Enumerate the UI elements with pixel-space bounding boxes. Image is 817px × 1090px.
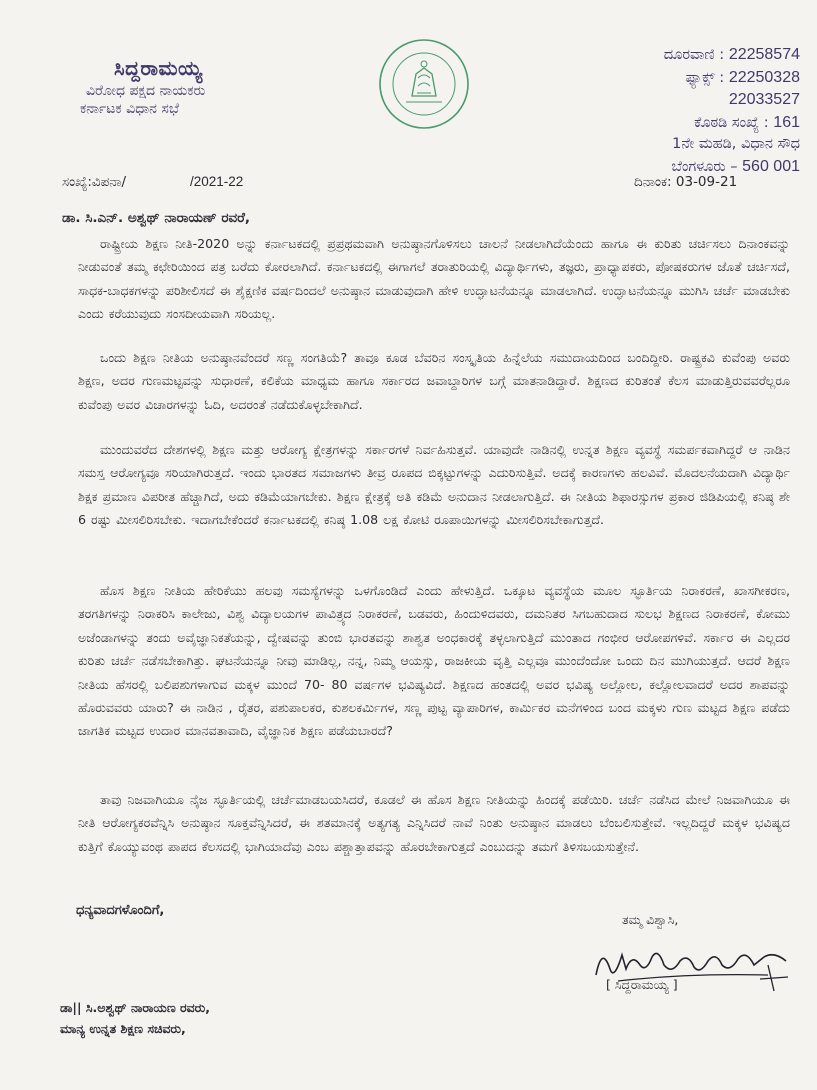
- body-paragraph-3: [78, 438, 790, 532]
- pincode: 560 001: [742, 157, 800, 175]
- floor-row: 1ನೇ ಮಹಡಿ, ವಿಧಾನ ಸೌಧ: [672, 136, 800, 152]
- addressee-designation: ಮಾನ್ಯ ಉನ್ನತ ಶಿಕ್ಷಣ ಸಚಿವರು,: [60, 1021, 186, 1036]
- paragraph-text: ರಾಷ್ಟ್ರೀಯ ಶಿಕ್ಷಣ ನೀತಿ-2020 ಅನ್ನು ಕರ್ನಾಟಕದಲ್ಲಿ ಪ್ರಪ್ರಥಮವಾಗಿ ಅನುಷ್ಠಾನಗೊಳಿಸಲು ಚಾಲನೆ ನೀಡಲಾಗಿದೆಯೆಂದು ಹಾಗೂ ಈ ಕುರಿತು ಚರ್ಚಿಸಲು ದಿನಾಂಕವನ್ನು ನೀಡುವಂತೆ ತಮ್ಮ ಕಛೇರಿಯಿಂದ ಪತ್ರ ಬರೆದು ಕೋರಲಾಗಿದೆ. ಕರ್ನಾಟಕದಲ್ಲಿ ಈಗಾಗಲೆ ತರಾತುರಿಯಲ್ಲಿ ವಿದ್ಯಾರ್ಥಿಗಳು, ತಜ್ಞರು, ಪ್ರಾಧ್ಯಾಪಕರು, ಪೋಷಕರುಗಳ ಜೊತೆ ಚರ್ಚಿಸದೆ, ಸಾಧಕ-ಬಾಧಕಗಳನ್ನು ಪರಿಶೀಲಿಸದೆ ಈ ಶೈಕ್ಷಣಿಕ ವರ್ಷದಿಂದಲೆ ಅನುಷ್ಠಾನ ಮಾಡುವುದಾಗಿ ಹೇಳಿ ಉದ್ಘಾಟನೆಯನ್ನೂ ಮಾಡಲಾಗಿದೆ. ಉದ್ಘಾಟನೆಯನ್ನೂ ಮುಗಿಸಿ ಚರ್ಚೆ ಮಾಡಬೇಕು ಎಂದು ಕರೆಯುವುದು ಸಂಸದೀಯವಾಗಿ ಸರಿಯಲ್ಲ.: [78, 236, 790, 322]
- letterhead-title: ವಿರೋಧ ಪಕ್ಷದ ನಾಯಕರು: [86, 83, 206, 99]
- phone-row: [600, 44, 800, 67]
- reference-number: ಸಂಖ್ಯೆ:ವಿಪನಾ/: [62, 174, 127, 190]
- paragraph-text: ಮುಂದುವರೆದ ದೇಶಗಳಲ್ಲಿ ಶಿಕ್ಷಣ ಮತ್ತು ಆರೋಗ್ಯ ಕ್ಷೇತ್ರಗಳನ್ನು ಸರ್ಕಾರಗಳೆ ನಿರ್ವಹಿಸುತ್ತವೆ. ಯಾವುದೇ ನಾಡಿನಲ್ಲಿ ಉನ್ನತ ಶಿಕ್ಷಣ ವ್ಯವಸ್ಥೆ ಸಮರ್ಪಕವಾಗಿದ್ದರೆ ಆ ನಾಡಿನ ಸಮಸ್ತ ಆರೋಗ್ಯವೂ ಸರಿಯಾಗಿರುತ್ತದೆ. ಇಂದು ಭಾರತದ ಸಮಾಜಗಳು ತೀವ್ರ ರೂಪದ ಬಿಕ್ಕಟ್ಟುಗಳನ್ನು ಎದುರಿಸುತ್ತಿವೆ. ಅದಕ್ಕೆ ಕಾರಣಗಳು ಹಲವಿವೆ. ಮೊದಲನೆಯದಾಗಿ ವಿದ್ಯಾರ್ಥಿ ಶಿಕ್ಷಕ ಪ್ರಮಾಣ ವಿಪರೀತ ಹೆಚ್ಚಾಗಿದೆ, ಅದು ಕಡಿಮೆಯಾಗಬೇಕು. ಶಿಕ್ಷಣ ಕ್ಷೇತ್ರಕ್ಕೆ ಅತಿ ಕಡಿಮೆ ಅನುದಾನ ನೀಡಲಾಗುತ್ತಿದೆ. ಈ ನೀತಿಯ ಶಿಫಾರಸ್ಸುಗಳ ಪ್ರಕಾರ ಜಿಡಿಪಿಯಲ್ಲಿ ಕನಿಷ್ಠ ಶೇ 6 ರಷ್ಟು ಮೀಸಲಿರಿಸಬೇಕು. ಇದಾಗಬೇಕೆಂದರೆ ಕರ್ನಾಟಕದಲ್ಲಿ ಕನಿಷ್ಠ 1.08 ಲಕ್ಷ ಕೋಟಿ ರೂಪಾಯಿಗಳನ್ನು ಮೀಸಲಿರಿಸಬೇಕಾಗುತ್ತದೆ.: [78, 442, 790, 528]
- signatory-name: [ ಸಿದ್ದರಾಮಯ್ಯ ]: [606, 977, 678, 992]
- city-label: ಬೆಂಗಳೂರು –: [671, 158, 738, 175]
- body-paragraph-1: [78, 232, 790, 326]
- addressee-name: ಡಾ|| ಸಿ.ಅಶ್ವಥ್ ನಾರಾಯಣ ರವರು,: [60, 1000, 211, 1015]
- phone2-row: [600, 89, 800, 112]
- phone-number: 22258574: [728, 46, 800, 63]
- phone-label: ದೂರವಾಣಿ :: [663, 47, 725, 63]
- letter-date: ದಿನಾಂಕ: 03-09-21: [634, 174, 738, 190]
- letterhead-contact: [600, 44, 800, 178]
- letterhead-left: [70, 56, 300, 117]
- government-emblem-icon: [378, 38, 470, 130]
- paragraph-text: ಒಂದು ಶಿಕ್ಷಣ ನೀತಿಯ ಅನುಷ್ಠಾನವೆಂದರೆ ಸಣ್ಣ ಸಂಗತಿಯೆ? ತಾವೂ ಕೂಡ ಬೆವರಿನ ಸಂಸ್ಕೃತಿಯ ಹಿನ್ನೆಲೆಯ ಸಮುದಾಯದಿಂದ ಬಂದಿದ್ದೀರಿ. ರಾಷ್ಟ್ರಕವಿ ಕುವೆಂಪು ಅವರು ಶಿಕ್ಷಣ, ಅದರ ಗುಣಮಟ್ಟವನ್ನು ಸುಧಾರಣೆ, ಕಲಿಕೆಯ ಮಾಧ್ಯಮ ಹಾಗೂ ಸರ್ಕಾರದ ಜವಾಬ್ದಾರಿಗಳ ಬಗ್ಗೆ ಮಾತನಾಡಿದ್ದಾರೆ. ಶಿಕ್ಷಣದ ಕುರಿತಂತೆ ಕೆಲಸ ಮಾಡುತ್ತಿರುವವರೆಲ್ಲರೂ ಕುವೆಂಪು ಅವರ ವಿಚಾರಗಳನ್ನು ಓದಿ, ಅದರಂತೆ ನಡೆದುಕೊಳ್ಳಬೇಕಾಗಿದೆ.: [78, 350, 790, 412]
- closing-line: ಧನ್ಯವಾದಗಳೊಂದಿಗೆ,: [76, 903, 165, 918]
- yours-sincerely: ತಮ್ಮ ವಿಶ್ವಾಸಿ,: [622, 912, 679, 927]
- room-row: [600, 112, 800, 135]
- fax-label: ಫ್ಯಾಕ್ಸ್ :: [685, 69, 725, 86]
- body-paragraph-2: [78, 346, 790, 416]
- paragraph-text: ಹೊಸ ಶಿಕ್ಷಣ ನೀತಿಯ ಹೇರಿಕೆಯು ಹಲವು ಸಮಸ್ಯೆಗಳನ್ನು ಒಳಗೊಂಡಿದೆ ಎಂದು ಹೇಳುತ್ತಿದೆ. ಒಕ್ಕೂಟ ವ್ಯವಸ್ಥೆಯ ಮೂಲ ಸ್ಫೂರ್ತಿಯ ನಿರಾಕರಣೆ, ಖಾಸಗೀಕರಣ, ತರಗತಿಗಳನ್ನು ನಿರಾಕರಿಸಿ ಕಾಲೇಜು, ವಿಶ್ವ ವಿದ್ಯಾಲಯಗಳ ಪಾವಿತ್ರ್ಯದ ನಿರಾಕರಣೆ, ಬಡವರು, ಹಿಂದುಳಿದವರು, ದಮನಿತರ ಸಿಗಬಹುದಾದ ಸುಲಭ ಶಿಕ್ಷಣದ ನಿರಾಕರಣೆ, ಕೋಮು ಅಜೆಂಡಾಗಳನ್ನು ತಂದು ಅವೈಜ್ಞಾನಿಕತೆಯನ್ನು, ದ್ವೇಷವನ್ನು ತುಂಬಿ ಭಾರತವನ್ನು ಶಾಶ್ವತ ಅಂಧಕಾರಕ್ಕೆ ತಳ್ಳಲಾಗುತ್ತಿದೆ ಮುಂತಾದ ಗಂಭೀರ ಆರೋಪಗಳಿವೆ. ಸರ್ಕಾರ ಈ ಎಲ್ಲದರ ಕುರಿತು ಚರ್ಚೆ ನಡೆಸಬೇಕಾಗಿತ್ತು. ಘಟನೆಯನ್ನೂ ನೀವು ಮಾಡಿಲ್ಲ, ನನ್ನ, ನಿಮ್ಮ ಆಯಸ್ಸು, ರಾಜಕೀಯ ವೃತ್ತಿ ಎಲ್ಲವೂ ಮುಂದೆಂದೋ ಒಂದು ದಿನ ಮುಗಿಯುತ್ತದೆ. ಆದರೆ ಶಿಕ್ಷಣ ನೀತಿಯ ಹೆಸರಲ್ಲಿ ಬಲಿಪಶುಗಳಾಗುವ ಮಕ್ಕಳ ಮುಂದೆ 70- 80 ವರ್ಷಗಳ ಭವಿಷ್ಯವಿದೆ. ಶಿಕ್ಷಣದ ಹಂತದಲ್ಲಿ ಅವರ ಭವಿಷ್ಯ ಅಲ್ಲೋಲ, ಕಲ್ಲೋಲವಾದರೆ ಅದರ ಶಾಪವನ್ನು ಹೊರುವವರು ಯಾರು? ಈ ನಾಡಿನ , ರೈತರ, ಪಶುಪಾಲಕರ, ಕುಶಲಕರ್ಮಿಗಳ, ಸಣ್ಣ ಪುಟ್ಟ ವ್ಯಾಪಾರಿಗಳ, ಕಾರ್ಮಿಕರ ಮನೆಗಳಿಂದ ಬಂದ ಮಕ್ಕಳು ಗುಣ ಮಟ್ಟದ ಶಿಕ್ಷಣ ಪಡೆದು ಜಾಗತಿಕ ಮಟ್ಟದ ಉದಾರ ಮಾನವತಾವಾದಿ, ವೈಜ್ಞಾನಿಕ ಶಿಕ್ಷಣ ಪಡೆಯಬಾರದೆ?: [78, 583, 790, 739]
- fax-row: [600, 67, 800, 90]
- salutation: ಡಾ. ಸಿ.ಎನ್. ಅಶ್ವಥ್ ನಾರಾಯಣ್ ರವರೆ,: [62, 210, 250, 226]
- paragraph-text: ತಾವು ನಿಜವಾಗಿಯೂ ನೈಜ ಸ್ಫೂರ್ತಿಯಲ್ಲಿ ಚರ್ಚೆಮಾಡಬಯಸಿದರೆ, ಕೂಡಲೆ ಈ ಹೊಸ ಶಿಕ್ಷಣ ನೀತಿಯನ್ನು ಹಿಂದಕ್ಕೆ ಪಡೆಯಿರಿ. ಚರ್ಚೆ ನಡೆಸಿದ ಮೇಲೆ ನಿಜವಾಗಿಯೂ ಈ ನೀತಿ ಆರೋಗ್ಯಕರವೆನ್ನಿಸಿ ಅನುಷ್ಠಾನ ಸೂಕ್ತವೆನ್ನಿಸಿದರೆ, ಈ ಶತಮಾನಕ್ಕೆ ಅತ್ಯಗತ್ಯ ಎನ್ನಿಸಿದರೆ ನಾವೆ ನಿಂತು ಅನುಷ್ಠಾನ ಮಾಡಲು ಬೆಂಬಲಿಸುತ್ತೇವೆ. ಇಲ್ಲದಿದ್ದರೆ ಮಕ್ಕಳ ಭವಿಷ್ಯದ ಕುತ್ತಿಗೆ ಕೊಯ್ಯುವಂಥ ಪಾಪದ ಕೆಲಸದಲ್ಲಿ ಭಾಗಿಯಾದೆವು ಎಂಬ ಪಶ್ಚಾತ್ತಾಪವನ್ನು ಹೊರಬೇಕಾಗುತ್ತದೆ ಎಂಬುದನ್ನು ತಮಗೆ ತಿಳಿಸಬಯಸುತ್ತೇನೆ.: [78, 792, 790, 854]
- room-number: 161: [773, 113, 800, 131]
- room-label: ಕೊಠಡಿ ಸಂಖ್ಯೆ :: [694, 114, 769, 131]
- body-paragraph-5: [78, 788, 790, 858]
- body-paragraph-4: [78, 579, 790, 743]
- letterhead-name: ಸಿದ್ದರಾಮಯ್ಯ: [114, 56, 203, 80]
- letterhead-office: ಕರ್ನಾಟಕ ವಿಧಾನ ಸಭೆ: [80, 101, 179, 117]
- fax-number: 22250328: [728, 68, 800, 86]
- phone-number-2: 22033527: [728, 91, 800, 108]
- reference-year: /2021-22: [190, 174, 244, 189]
